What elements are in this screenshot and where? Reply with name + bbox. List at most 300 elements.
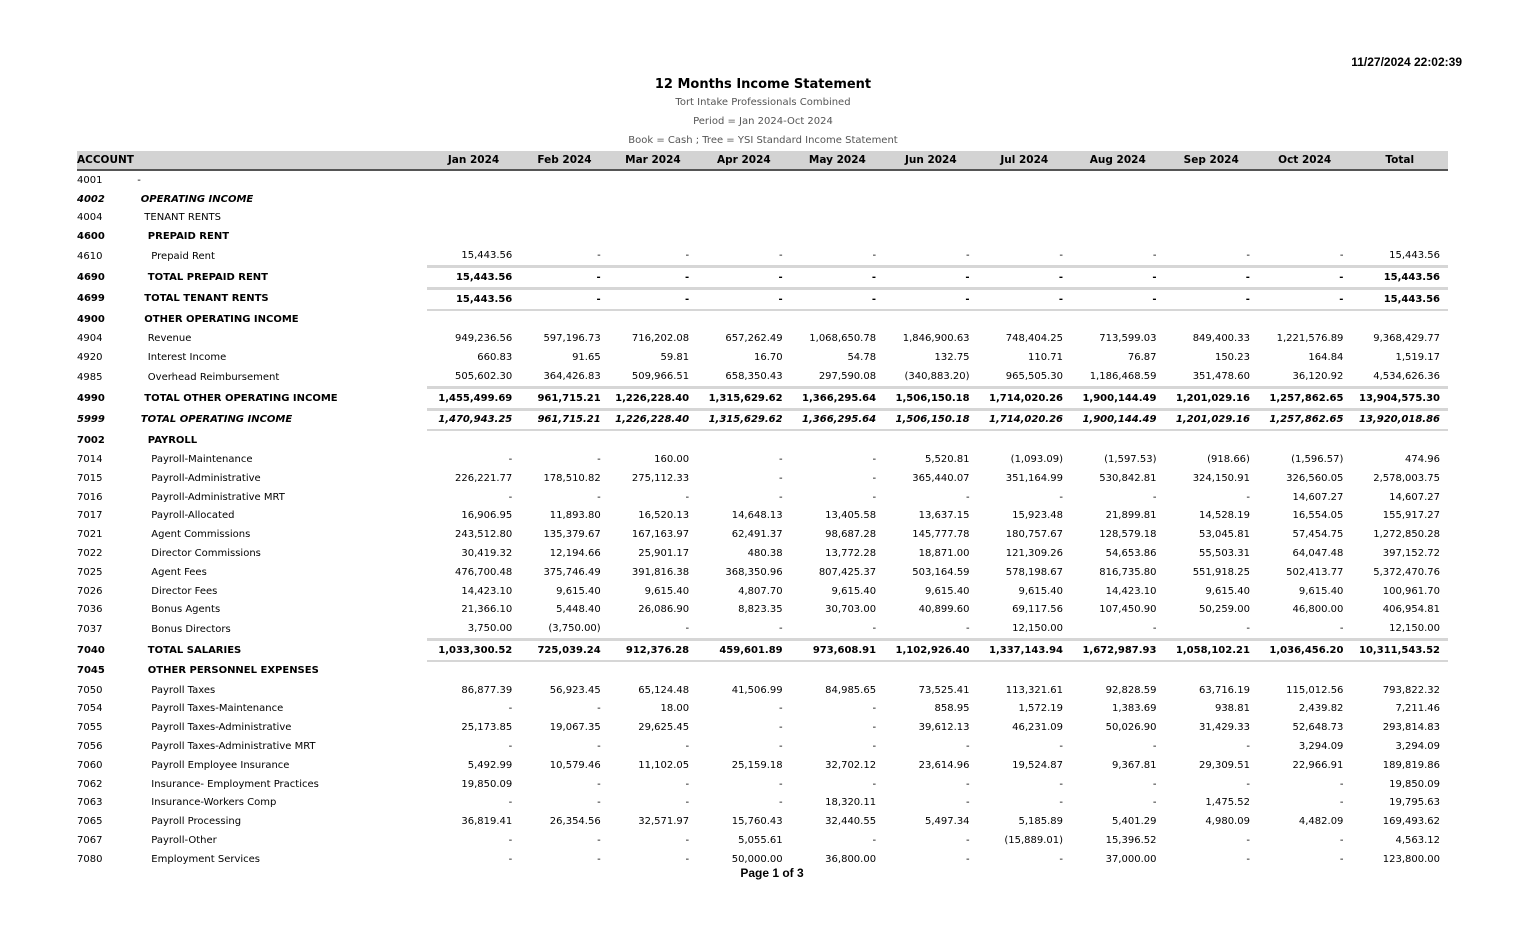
- amount-cell: -: [1059, 853, 1064, 865]
- amount-cell: 9,368,429.77: [1373, 333, 1440, 345]
- amount-cell: 5,372,470.76: [1373, 566, 1440, 578]
- account-name: Payroll-Maintenance: [151, 454, 253, 466]
- amount-cell: 50,026.90: [1105, 722, 1157, 734]
- amount-cell: 1,714,020.26: [978, 409, 1071, 430]
- column-header-account: ACCOUNT: [77, 151, 427, 170]
- amount-cell: [520, 661, 608, 681]
- amount-cell: 56,923.45: [549, 684, 601, 696]
- amount-cell: 84,985.65: [825, 684, 877, 696]
- report-timestamp: 11/27/2024 22:02:39: [1351, 55, 1462, 69]
- amount-cell: 5,185.89: [1018, 816, 1064, 828]
- account-code: 7045: [77, 665, 105, 677]
- amount-cell: -: [779, 722, 783, 734]
- amount-cell: -: [1246, 834, 1250, 846]
- amount-cell: 597,196.73: [543, 333, 601, 345]
- amount-cell: 150.23: [1214, 352, 1250, 364]
- amount-cell: 36,120.92: [1292, 370, 1344, 382]
- amount-cell: 46,231.09: [1012, 722, 1064, 734]
- amount-cell: -: [1059, 741, 1064, 752]
- amount-cell: 14,648.13: [731, 510, 783, 522]
- amount-cell: 25,159.18: [731, 759, 783, 771]
- account-name: OTHER PERSONNEL EXPENSES: [147, 665, 319, 677]
- amount-cell: [697, 209, 790, 228]
- amount-cell: 3,294.09: [1298, 741, 1344, 752]
- amount-cell: 324,150.91: [1192, 472, 1250, 484]
- amount-cell: 1,068,650.78: [809, 333, 877, 345]
- account-name: Revenue: [147, 333, 192, 345]
- amount-cell: 10,579.46: [549, 759, 601, 771]
- amount-cell: 716,202.08: [631, 333, 690, 345]
- amount-cell: (1,093.09): [1010, 454, 1064, 466]
- amount-cell: [520, 227, 608, 246]
- report-period: Period = Jan 2024-Oct 2024: [693, 116, 833, 127]
- amount-cell: 16,906.95: [461, 510, 513, 522]
- amount-cell: 11,893.80: [549, 510, 601, 522]
- page-indicator: Page 1 of 3: [740, 866, 804, 880]
- amount-cell: -: [872, 834, 877, 846]
- amount-cell: 14,528.19: [1199, 510, 1250, 522]
- amount-cell: 368,350.96: [725, 566, 783, 578]
- amount-cell: 18,871.00: [918, 548, 970, 560]
- amount-cell: 19,067.35: [549, 722, 601, 734]
- amount-cell: -: [508, 834, 513, 846]
- amount-cell: 59.81: [660, 352, 690, 364]
- table-row: [77, 775, 1448, 794]
- amount-cell: 1,272,850.28: [1373, 529, 1440, 541]
- table-row: [77, 387, 1448, 409]
- amount-cell: [791, 227, 884, 246]
- report-entity: Tort Intake Professionals Combined: [675, 97, 851, 108]
- account-code: 7014: [77, 454, 103, 466]
- table-row: [77, 310, 1448, 330]
- amount-cell: [1071, 209, 1164, 228]
- amount-cell: 26,354.56: [549, 816, 601, 828]
- amount-cell: 9,615.40: [644, 585, 690, 597]
- amount-cell: 365,440.07: [912, 472, 970, 484]
- amount-cell: -: [779, 491, 783, 503]
- amount-cell: 23,614.96: [918, 759, 970, 771]
- amount-cell: -: [779, 250, 783, 262]
- amount-cell: -: [1071, 288, 1164, 309]
- amount-cell: 1,315,629.62: [697, 387, 790, 409]
- amount-cell: 164.84: [1308, 352, 1344, 364]
- account-code: 7022: [77, 548, 103, 560]
- amount-cell: 4,563.12: [1395, 834, 1440, 846]
- table-row: [77, 409, 1448, 430]
- account-code: 7056: [77, 741, 103, 752]
- amount-cell: -: [1059, 491, 1064, 503]
- amount-cell: 98,687.28: [825, 529, 877, 541]
- amount-cell: (3,750.00): [548, 623, 601, 635]
- amount-cell: 1,036,456.20: [1258, 640, 1351, 661]
- amount-cell: -: [1258, 288, 1351, 309]
- account-code: 4001: [77, 174, 103, 186]
- amount-cell: 1,506,150.18: [884, 387, 977, 409]
- amount-cell: 123,800.00: [1382, 853, 1440, 865]
- account-name: Payroll Taxes: [151, 684, 216, 696]
- amount-cell: -: [1339, 797, 1344, 809]
- amount-cell: [1164, 190, 1257, 209]
- amount-cell: [978, 170, 1071, 190]
- table-row: [77, 640, 1448, 661]
- table-row: [77, 170, 1448, 190]
- amount-cell: 1,900,144.49: [1071, 409, 1164, 430]
- account-code: 7025: [77, 566, 103, 578]
- amount-cell: 29,625.45: [638, 722, 690, 734]
- amount-cell: 1,226,228.40: [609, 387, 697, 409]
- amount-cell: 1,846,900.63: [902, 333, 970, 345]
- amount-cell: 41,506.99: [731, 684, 783, 696]
- amount-cell: -: [597, 250, 601, 262]
- amount-cell: -: [884, 266, 977, 288]
- account-code: 7037: [77, 623, 103, 635]
- amount-cell: 52,648.73: [1292, 722, 1344, 734]
- amount-cell: 1,058,102.21: [1164, 640, 1257, 661]
- amount-cell: 1,366,295.64: [791, 387, 884, 409]
- amount-cell: -: [1246, 741, 1250, 752]
- amount-cell: 55,503.31: [1199, 548, 1250, 560]
- amount-cell: -: [685, 834, 690, 846]
- amount-cell: [1258, 310, 1351, 330]
- amount-cell: -: [779, 741, 783, 752]
- amount-cell: -: [978, 288, 1071, 309]
- amount-cell: 15,396.52: [1105, 834, 1157, 846]
- amount-cell: -: [609, 288, 697, 309]
- amount-cell: 21,366.10: [461, 604, 513, 616]
- amount-cell: -: [597, 853, 601, 865]
- amount-cell: [1351, 227, 1448, 246]
- account-code: 7065: [77, 816, 103, 828]
- amount-cell: [978, 209, 1071, 228]
- amount-cell: [1164, 170, 1257, 190]
- amount-cell: [520, 310, 608, 330]
- table-row: [77, 544, 1448, 563]
- account-name: Bonus Directors: [151, 623, 231, 635]
- table-row: [77, 190, 1448, 209]
- account-name: TOTAL SALARIES: [147, 644, 242, 656]
- account-code: 4690: [77, 271, 105, 283]
- amount-cell: 4,482.09: [1298, 816, 1344, 828]
- amount-cell: [697, 430, 790, 450]
- table-row: [77, 718, 1448, 737]
- amount-cell: [1071, 661, 1164, 681]
- report-book-tree: Book = Cash ; Tree = YSI Standard Income Statement: [628, 135, 898, 146]
- account-name: Payroll Employee Insurance: [151, 759, 290, 771]
- amount-cell: [884, 661, 977, 681]
- amount-cell: -: [1152, 491, 1157, 503]
- amount-cell: 14,607.27: [1292, 491, 1344, 503]
- amount-cell: -: [1164, 288, 1257, 309]
- report-title: 12 Months Income Statement: [654, 77, 872, 92]
- amount-cell: 121,309.26: [1005, 548, 1064, 560]
- amount-cell: 21,899.81: [1105, 510, 1157, 522]
- amount-cell: [697, 170, 790, 190]
- amount-cell: -: [1071, 266, 1164, 288]
- amount-cell: 15,443.56: [461, 250, 513, 262]
- amount-cell: -: [685, 741, 690, 752]
- amount-cell: [609, 170, 697, 190]
- amount-cell: 113,321.61: [1005, 684, 1064, 696]
- table-row: [77, 450, 1448, 469]
- amount-cell: [1351, 430, 1448, 450]
- amount-cell: 1,383.69: [1111, 703, 1157, 715]
- amount-cell: -: [508, 491, 513, 503]
- amount-cell: [1351, 209, 1448, 228]
- amount-cell: 858.95: [934, 703, 970, 715]
- income-statement-table: [77, 151, 1448, 869]
- amount-cell: 32,571.97: [638, 816, 690, 828]
- amount-cell: -: [779, 703, 783, 715]
- amount-cell: 13,772.28: [825, 548, 877, 560]
- amount-cell: -: [872, 472, 877, 484]
- account-name: -: [137, 174, 141, 186]
- table-row: [77, 488, 1448, 507]
- amount-cell: [609, 430, 697, 450]
- account-name: Payroll Taxes-Maintenance: [151, 703, 284, 715]
- amount-cell: [791, 430, 884, 450]
- amount-cell: [1258, 227, 1351, 246]
- column-header: Jul 2024: [978, 151, 1071, 170]
- column-header: Mar 2024: [609, 151, 697, 170]
- amount-cell: 9,615.40: [925, 585, 970, 597]
- amount-cell: 5,497.34: [925, 816, 970, 828]
- amount-cell: -: [1246, 491, 1250, 503]
- amount-cell: 54,653.86: [1105, 548, 1157, 560]
- amount-cell: 189,819.86: [1382, 759, 1440, 771]
- amount-cell: [1351, 170, 1448, 190]
- amount-cell: 4,807.70: [738, 585, 783, 597]
- amount-cell: 660.83: [477, 352, 513, 364]
- account-code: 4002: [77, 193, 105, 205]
- amount-cell: [609, 661, 697, 681]
- amount-cell: -: [872, 703, 877, 715]
- amount-cell: 115,012.56: [1286, 684, 1344, 696]
- amount-cell: -: [779, 797, 783, 809]
- amount-cell: 391,816.38: [631, 566, 690, 578]
- amount-cell: 973,608.91: [791, 640, 884, 661]
- amount-cell: 3,750.00: [467, 623, 513, 635]
- amount-cell: [1164, 661, 1257, 681]
- amount-cell: 15,443.56: [1389, 250, 1440, 262]
- account-name: Director Fees: [151, 585, 218, 597]
- account-code: 4699: [77, 293, 105, 305]
- amount-cell: 793,822.32: [1382, 684, 1440, 696]
- amount-cell: 502,413.77: [1286, 566, 1344, 578]
- amount-cell: -: [1152, 778, 1157, 790]
- amount-cell: 12,150.00: [1012, 623, 1064, 635]
- amount-cell: 63,716.19: [1199, 684, 1250, 696]
- column-header: Apr 2024: [697, 151, 790, 170]
- amount-cell: 128,579.18: [1099, 529, 1157, 541]
- amount-cell: 1,221,576.89: [1276, 333, 1344, 345]
- table-row: [77, 430, 1448, 450]
- amount-cell: 15,760.43: [731, 816, 783, 828]
- amount-cell: -: [1246, 250, 1250, 262]
- amount-cell: 73,525.41: [918, 684, 970, 696]
- amount-cell: 15,443.56: [427, 288, 520, 309]
- amount-cell: 18,320.11: [825, 797, 877, 809]
- amount-cell: 578,198.67: [1005, 566, 1064, 578]
- amount-cell: -: [508, 454, 513, 466]
- table-row: [77, 469, 1448, 488]
- amount-cell: [1071, 227, 1164, 246]
- account-code: 4610: [77, 250, 103, 262]
- amount-cell: 64,047.48: [1292, 548, 1344, 560]
- amount-cell: 505,602.30: [455, 370, 513, 382]
- amount-cell: 1,257,862.65: [1258, 387, 1351, 409]
- amount-cell: -: [1246, 778, 1250, 790]
- amount-cell: -: [978, 266, 1071, 288]
- amount-cell: -: [697, 288, 790, 309]
- account-name: Agent Commissions: [151, 529, 251, 541]
- amount-cell: [520, 430, 608, 450]
- amount-cell: -: [685, 491, 690, 503]
- account-code: 7017: [77, 510, 103, 522]
- account-code: 4900: [77, 313, 105, 325]
- account-name: OPERATING INCOME: [140, 193, 254, 205]
- amount-cell: 22,966.91: [1292, 759, 1344, 771]
- amount-cell: -: [884, 288, 977, 309]
- account-code: 7026: [77, 585, 103, 597]
- account-name: TOTAL TENANT RENTS: [144, 293, 269, 305]
- amount-cell: [427, 209, 520, 228]
- amount-cell: [1258, 190, 1351, 209]
- amount-cell: [791, 190, 884, 209]
- amount-cell: [520, 209, 608, 228]
- amount-cell: 53,045.81: [1199, 529, 1250, 541]
- amount-cell: 9,615.40: [1205, 585, 1250, 597]
- amount-cell: 19,524.87: [1012, 759, 1064, 771]
- amount-cell: 178,510.82: [543, 472, 601, 484]
- amount-cell: 15,443.56: [1351, 266, 1448, 288]
- amount-cell: [884, 170, 977, 190]
- amount-cell: 25,901.17: [638, 548, 690, 560]
- amount-cell: 1,257,862.65: [1258, 409, 1351, 430]
- amount-cell: [884, 227, 977, 246]
- amount-cell: 1,714,020.26: [978, 387, 1071, 409]
- account-name: Payroll Processing: [151, 816, 242, 828]
- account-name: Payroll-Administrative: [151, 472, 261, 484]
- amount-cell: 69,117.56: [1012, 604, 1064, 616]
- amount-cell: 9,615.40: [556, 585, 601, 597]
- amount-cell: 938.81: [1214, 703, 1250, 715]
- table-row: [77, 348, 1448, 367]
- account-name: PAYROLL: [147, 434, 198, 446]
- amount-cell: 50,000.00: [731, 853, 783, 865]
- table-row: [77, 700, 1448, 719]
- amount-cell: -: [1152, 741, 1157, 752]
- amount-cell: -: [965, 741, 970, 752]
- table-row: [77, 507, 1448, 526]
- amount-cell: -: [508, 853, 513, 865]
- amount-cell: -: [520, 266, 608, 288]
- amount-cell: 503,164.59: [912, 566, 970, 578]
- amount-cell: [1164, 209, 1257, 228]
- column-header: Aug 2024: [1071, 151, 1164, 170]
- amount-cell: 15,923.48: [1012, 510, 1064, 522]
- account-name: TENANT RENTS: [144, 212, 222, 224]
- account-code: 7062: [77, 778, 103, 790]
- amount-cell: 31,429.33: [1199, 722, 1250, 734]
- amount-cell: 480.38: [747, 548, 783, 560]
- amount-cell: 509,966.51: [631, 370, 690, 382]
- account-name: Insurance-Workers Comp: [151, 797, 277, 809]
- amount-cell: -: [872, 250, 877, 262]
- amount-cell: 110.71: [1028, 352, 1064, 364]
- account-code: 7050: [77, 684, 103, 696]
- amount-cell: 14,423.10: [1105, 585, 1157, 597]
- amount-cell: 29,309.51: [1199, 759, 1250, 771]
- account-code: 7040: [77, 644, 105, 656]
- amount-cell: 351,164.99: [1005, 472, 1064, 484]
- amount-cell: 155,917.27: [1382, 510, 1440, 522]
- amount-cell: 5,448.40: [556, 604, 601, 616]
- account-code: 5999: [77, 414, 105, 426]
- amount-cell: [609, 190, 697, 209]
- amount-cell: [1351, 661, 1448, 681]
- amount-cell: [520, 190, 608, 209]
- amount-cell: -: [520, 288, 608, 309]
- amount-cell: -: [872, 623, 877, 635]
- table-row: [77, 266, 1448, 288]
- amount-cell: -: [685, 797, 690, 809]
- amount-cell: [791, 310, 884, 330]
- account-name: TOTAL OPERATING INCOME: [140, 414, 293, 426]
- amount-cell: 725,039.24: [520, 640, 608, 661]
- amount-cell: 32,702.12: [825, 759, 877, 771]
- amount-cell: 9,367.81: [1111, 759, 1157, 771]
- amount-cell: 160.00: [654, 454, 690, 466]
- amount-cell: 4,980.09: [1205, 816, 1250, 828]
- amount-cell: 7,211.46: [1395, 703, 1440, 715]
- amount-cell: -: [1152, 250, 1157, 262]
- amount-cell: [978, 310, 1071, 330]
- amount-cell: 16,520.13: [638, 510, 690, 522]
- amount-cell: [1164, 310, 1257, 330]
- amount-cell: 1,186,468.59: [1089, 370, 1157, 382]
- amount-cell: 145,777.78: [912, 529, 970, 541]
- amount-cell: 37,000.00: [1105, 853, 1157, 865]
- column-header: Oct 2024: [1258, 151, 1351, 170]
- amount-cell: 12,150.00: [1389, 623, 1440, 635]
- table-row: [77, 601, 1448, 620]
- column-header: May 2024: [791, 151, 884, 170]
- amount-cell: [520, 170, 608, 190]
- amount-cell: [697, 190, 790, 209]
- amount-cell: 406,954.81: [1382, 604, 1440, 616]
- amount-cell: [427, 430, 520, 450]
- amount-cell: 19,850.09: [461, 778, 513, 790]
- amount-cell: -: [1152, 623, 1157, 635]
- amount-cell: 12,194.66: [549, 548, 601, 560]
- amount-cell: -: [609, 266, 697, 288]
- amount-cell: 76.87: [1127, 352, 1157, 364]
- account-code: 7055: [77, 722, 103, 734]
- amount-cell: 476,700.48: [455, 566, 513, 578]
- amount-cell: -: [1339, 853, 1344, 865]
- amount-cell: 961,715.21: [520, 387, 608, 409]
- amount-cell: 293,814.83: [1382, 722, 1440, 734]
- amount-cell: 5,492.99: [467, 759, 513, 771]
- amount-cell: -: [597, 454, 601, 466]
- amount-cell: 658,350.43: [725, 370, 783, 382]
- amount-cell: [697, 661, 790, 681]
- amount-cell: 1,470,943.25: [427, 409, 520, 430]
- account-code: 7080: [77, 853, 103, 865]
- amount-cell: -: [597, 797, 601, 809]
- amount-cell: 4,534,626.36: [1373, 370, 1440, 382]
- amount-cell: 1,102,926.40: [884, 640, 977, 661]
